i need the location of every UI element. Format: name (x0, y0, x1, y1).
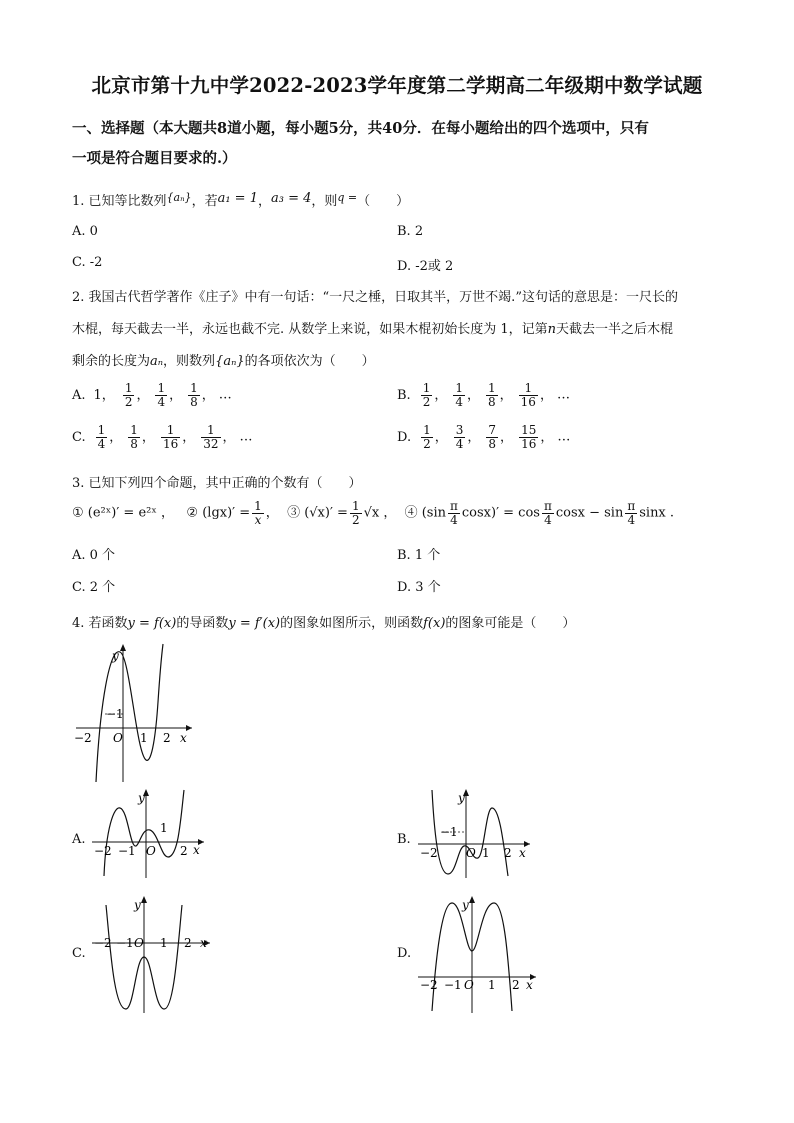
q1-option-b: B. 2 (397, 224, 424, 239)
q2-option-b (397, 382, 570, 408)
numerator: 1 (201, 424, 220, 438)
denominator: 2 (124, 394, 133, 409)
question-4-stem: 4. 若函数y = f(x)的导函数y = f′(x)的图象如图所示，则函数f(x)的图象可能是（ ） (72, 616, 576, 631)
q1-option-a: A. 0 (72, 224, 98, 239)
question-2-line3: 剩余的长度为aₙ，则数列{aₙ}的各项依次为（ ） (72, 354, 375, 369)
numerator: 1 (190, 381, 198, 395)
option-label: C. (72, 429, 86, 445)
numerator: 1 (455, 381, 463, 395)
denominator: 2 (423, 436, 431, 451)
numerator: 1 (97, 423, 106, 437)
fraction: $\frac{1}{2}$ (351, 499, 360, 527)
fraction: $\frac{\pi}{4}$ (450, 499, 458, 527)
fraction (123, 382, 135, 408)
option-label: A. (72, 387, 86, 403)
svg-text:1: 1 (482, 846, 490, 860)
q2-option-a (72, 382, 232, 408)
q3-option-c: C. 2 个 (72, 580, 116, 595)
svg-text:y: y (138, 791, 145, 805)
denominator: 4 (455, 436, 464, 451)
tick-label: 1 (140, 731, 148, 745)
fraction (155, 382, 167, 408)
question-2-line2: 木棍，每天截去一半，永远也截不完. 从数学上来说，如果木棍初始长度为 1，记第n天截去一半之后木棍 (72, 322, 674, 337)
svg-text:1: 1 (488, 978, 496, 992)
denominator: 8 (190, 394, 198, 409)
separator: ， (434, 429, 448, 445)
separator: ， (169, 387, 183, 403)
numerator: 1 (519, 382, 538, 396)
fraction (453, 382, 465, 408)
sequence-symbol: {aₙ} (166, 191, 192, 204)
question-2-line1: 2. 我国古代哲学著作《庄子》中有一句话：“一尺之棰，日取其半，万世不竭.”这句话的意思是：一尺长的 (72, 290, 678, 305)
numerator: 1 (124, 381, 133, 395)
question-3-propositions: ① (e²ˣ)′ = e²ˣ ， ② (lgx)′ = $\frac{1}{x}$ ， ③ (√x)′ = $\frac{1}{2}$ √x ， ④ (sin $\frac{\pi}{4}$ cosx)′ = cos $\frac{\pi}{4}$ cosx − sin $\frac{\pi}{4}$ sinx . (72, 499, 675, 527)
separator: ， (539, 387, 553, 403)
fraction (486, 424, 498, 450)
section-heading-line2: 一项是符合题目要求的.） (72, 150, 237, 167)
numerator: 1 (161, 424, 180, 438)
fraction (519, 424, 538, 450)
svg-text:y: y (134, 898, 141, 912)
svg-text:−1: −1 (116, 936, 134, 950)
separator: ， (222, 429, 236, 445)
fraction: $\frac{1}{x}$ (254, 499, 262, 527)
svg-text:−1: −1 (118, 844, 136, 858)
tick-label: 2 (163, 731, 171, 745)
svg-text:1: 1 (160, 821, 168, 835)
q4-option-c-graph (88, 895, 214, 1015)
svg-text:2: 2 (180, 844, 188, 858)
origin-label: O (113, 731, 123, 745)
numerator: 3 (455, 423, 464, 437)
option-label: B. (397, 387, 411, 403)
svg-text:x: x (200, 936, 207, 950)
tick-label: −1 (106, 707, 124, 721)
q4-option-d-label: D. (397, 946, 412, 961)
denominator: 2 (422, 394, 431, 409)
q4-option-b-graph (414, 788, 534, 880)
separator: ， (499, 387, 513, 403)
svg-text:−2: −2 (94, 844, 112, 858)
question-1-stem: 1. 已知等比数列$^{\{a_n\}}$，若a₁ = 1，a₃ = 4，则$^{q =}$（ ） (72, 191, 410, 209)
q4-option-b-label: B. (397, 832, 411, 847)
separator: ， (201, 387, 215, 403)
fraction (454, 424, 466, 450)
separator: ， (466, 387, 480, 403)
tick-label: −2 (74, 731, 92, 745)
numerator: 1 (157, 381, 166, 395)
ellipsis: … (218, 387, 232, 403)
svg-text:x: x (519, 846, 526, 860)
separator: ， (182, 429, 196, 445)
ellipsis: … (239, 429, 253, 445)
option-label: D. (397, 429, 412, 445)
svg-text:y: y (458, 791, 465, 805)
numerator: 1 (423, 423, 431, 437)
question-3-stem: 3. 已知下列四个命题，其中正确的个数有（ ） (72, 476, 362, 491)
fraction: $\frac{\pi}{4}$ (627, 499, 636, 527)
numerator: 15 (521, 423, 537, 437)
q4-option-c-label: C. (72, 946, 86, 961)
separator: ， (109, 429, 123, 445)
fraction (421, 424, 433, 450)
separator: ， (540, 429, 554, 445)
fraction (96, 424, 108, 450)
separator: ， (434, 387, 448, 403)
ellipsis: … (557, 429, 571, 445)
q1-option-c: C. -2 (72, 255, 103, 270)
separator: ， (467, 429, 481, 445)
denominator: 4 (455, 394, 463, 409)
section-heading-line1: 一、选择题（本大题共8道小题，每小题5分，共40分．在每小题给出的四个选项中，只有 (72, 120, 649, 137)
svg-text:y: y (462, 898, 469, 912)
q4-option-a-graph (88, 788, 208, 880)
denominator: 16 (520, 394, 536, 409)
q1-option-d: D. -2或 2 (397, 259, 454, 274)
denominator: 8 (488, 394, 496, 409)
svg-text:O: O (464, 978, 474, 992)
page-title: 北京市第十九中学2022-2023学年度第二学期高二年级期中数学试题 (91, 74, 703, 97)
svg-text:x: x (526, 978, 533, 992)
option-term: 1， (93, 387, 115, 403)
fraction (486, 382, 498, 408)
fraction (519, 382, 538, 408)
numerator: 1 (488, 381, 496, 395)
svg-text:−1: −1 (440, 825, 458, 839)
x-axis-label: x (180, 731, 187, 745)
fraction (201, 424, 220, 450)
separator: ， (136, 387, 150, 403)
numerator: 1 (422, 381, 431, 395)
fraction (188, 382, 200, 408)
svg-text:−1: −1 (444, 978, 462, 992)
svg-text:−2: −2 (420, 846, 438, 860)
fraction: $\frac{\pi}{4}$ (543, 499, 552, 527)
y-axis-label: y (112, 649, 119, 663)
denominator: 8 (488, 436, 497, 451)
q3-option-b: B. 1 个 (397, 548, 441, 563)
svg-text:O: O (146, 844, 156, 858)
q2-option-c (72, 424, 253, 450)
svg-text:−2: −2 (420, 978, 438, 992)
numerator: 1 (130, 423, 138, 437)
svg-text:2: 2 (184, 936, 192, 950)
denominator: 8 (130, 436, 138, 451)
denominator: 4 (97, 436, 106, 451)
q3-option-d: D. 3 个 (397, 580, 441, 595)
svg-text:x: x (193, 843, 200, 857)
fraction (161, 424, 180, 450)
q3-option-a: A. 0 个 (72, 548, 116, 563)
separator: ， (500, 429, 514, 445)
fraction (128, 424, 140, 450)
denominator: 4 (157, 394, 166, 409)
svg-text:2: 2 (504, 846, 512, 860)
svg-text:1: 1 (160, 936, 168, 950)
svg-text:O: O (466, 846, 476, 860)
q2-option-d (397, 424, 570, 450)
denominator: 16 (521, 436, 537, 451)
svg-text:O: O (134, 936, 144, 950)
svg-text:2: 2 (512, 978, 520, 992)
denominator: 32 (203, 436, 219, 451)
ellipsis: … (556, 387, 570, 403)
q4-option-d-graph (414, 895, 540, 1015)
svg-text:−2: −2 (94, 936, 112, 950)
separator: ， (141, 429, 155, 445)
q4-option-a-label: A. (72, 832, 86, 847)
numerator: 7 (488, 423, 497, 437)
fraction (421, 382, 433, 408)
derivative-graph (68, 642, 198, 784)
denominator: 16 (162, 436, 179, 451)
